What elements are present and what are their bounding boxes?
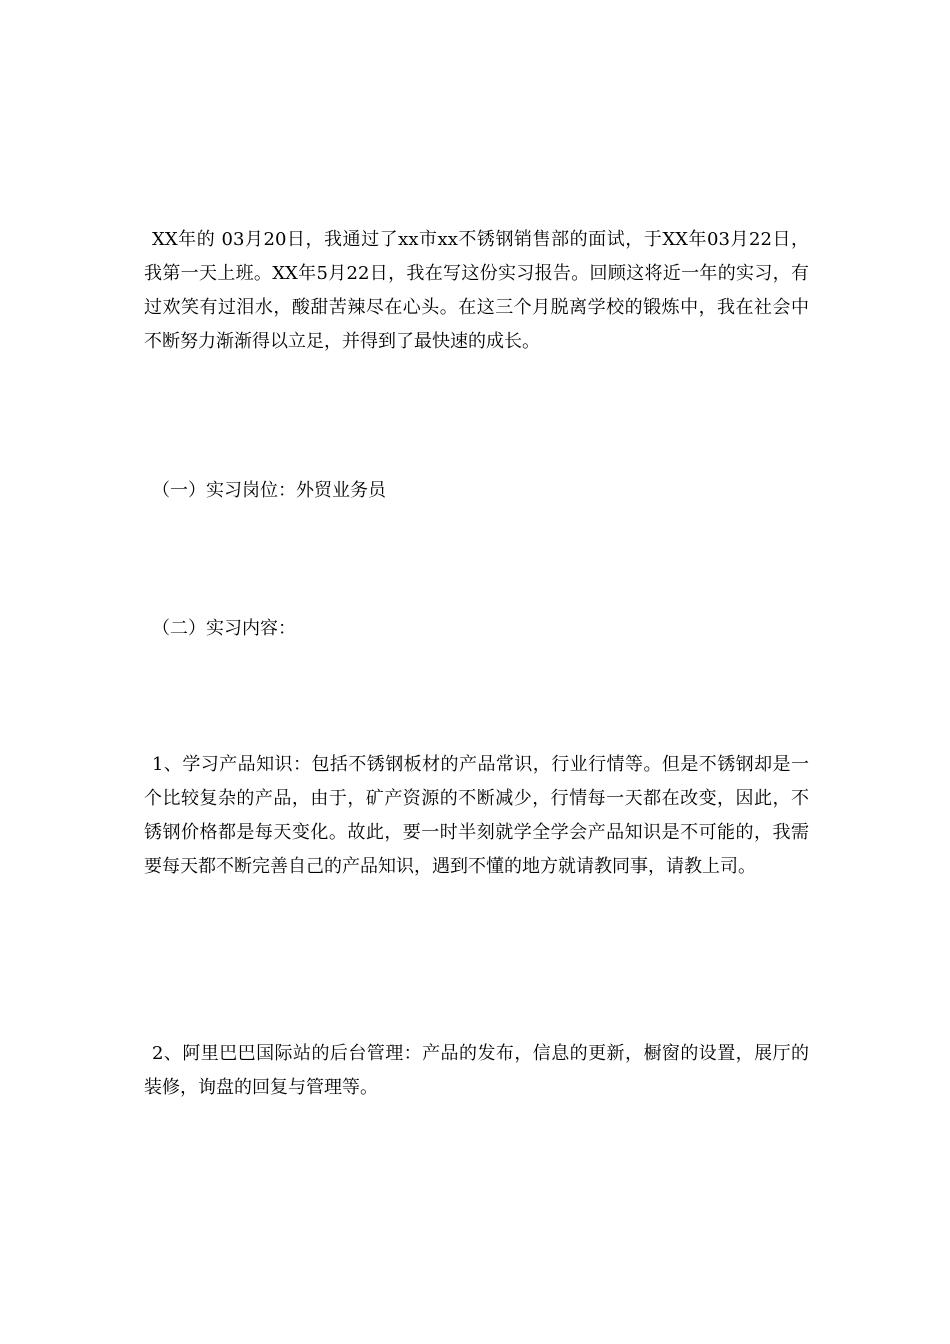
list-item-alibaba-backend: 2、阿里巴巴国际站的后台管理：产品的发布，信息的更新，橱窗的设置，展厅的装修，询盘的回复与管理等。	[144, 1043, 809, 1098]
section-heading-content: （二）实习内容：	[152, 618, 296, 639]
list-item-product-knowledge: 1、学习产品知识：包括不锈钢板材的产品常识，行业行情等。但是不锈钢却是一个比较复杂的产品，由于，矿产资源的不断减少，行情每一天都在改变，因此，不锈钢价格都是每天变化。故此，要一时半刻就学全学会产品知识是不可能的，我需要每天都不断完善自己的产品知识，遇到不懂的地方就请教同事，请教上司。	[144, 754, 809, 877]
section-heading-position: （一）实习岗位：外贸业务员	[152, 480, 386, 501]
intro-paragraph: XX年的 03月20日，我通过了xx市xx不锈钢销售部的面试，于XX年03月22日，我第一天上班。XX年5月22日，我在写这份实习报告。回顾这将近一年的实习，有过欢笑有过泪水，酸甜苦辣尽在心头。在这三个月脱离学校的锻炼中，我在社会中不断努力渐渐得以立足，并得到了最快速的成长。	[144, 229, 809, 352]
